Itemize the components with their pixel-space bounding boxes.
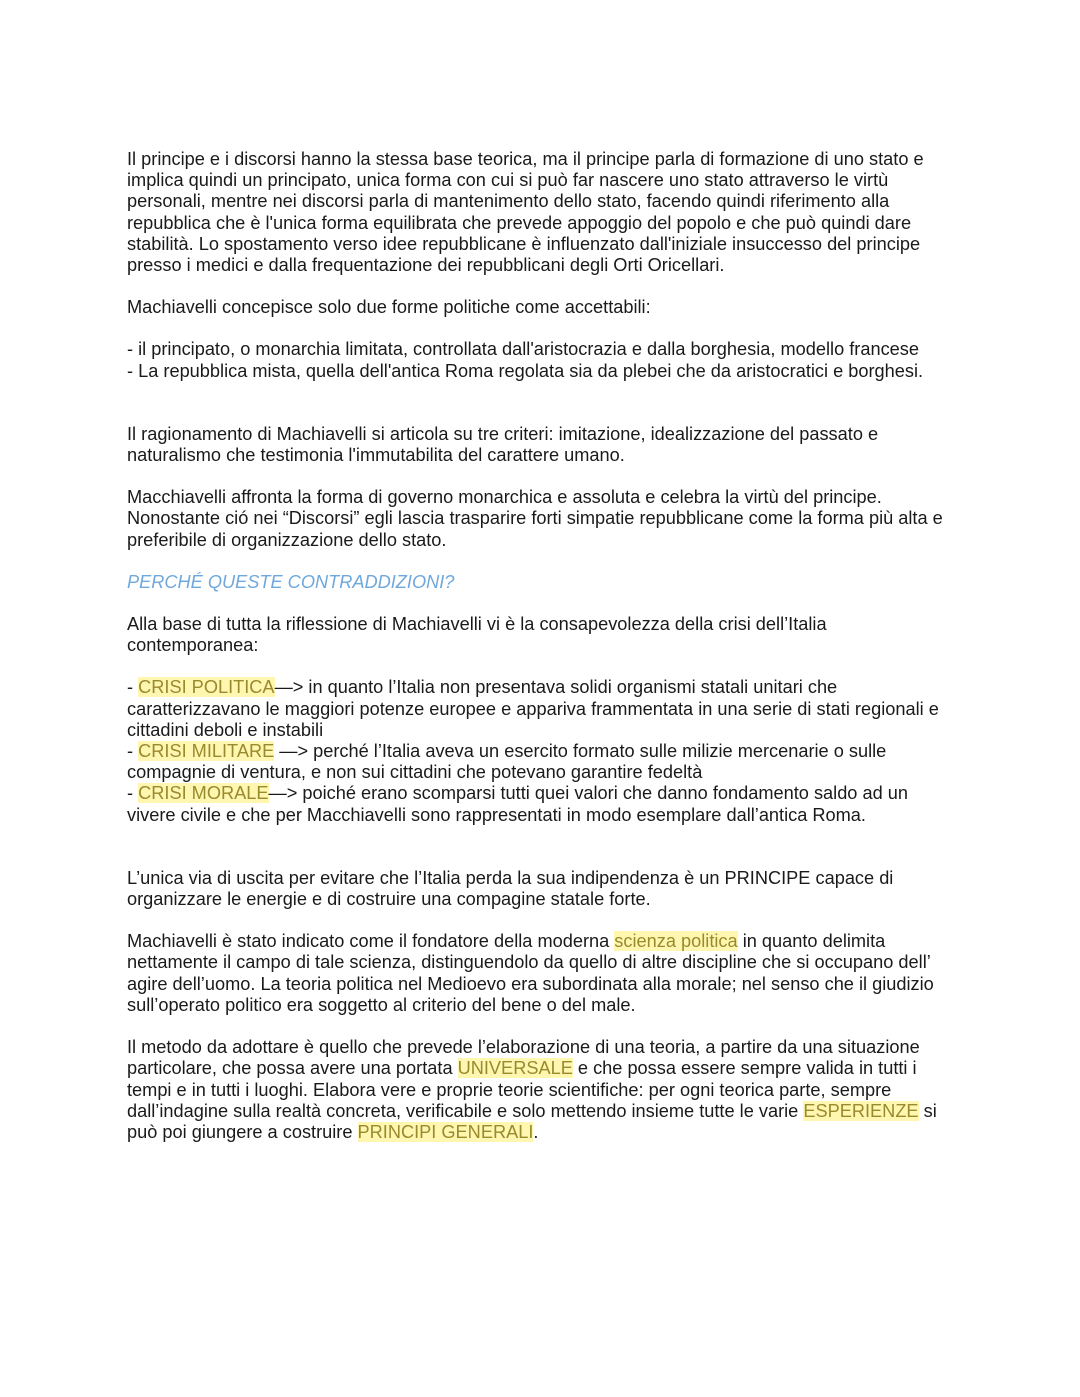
- paragraph-ragionamento: Il ragionamento di Machiavelli si articola su tre criteri: imitazione, idealizzazione del passato e naturalismo che testimonia l'immutabilita del carattere umano.: [127, 423, 879, 466]
- highlight-esperienze: ESPERIENZE: [803, 1100, 919, 1121]
- highlight-universale: UNIVERSALE: [457, 1058, 573, 1079]
- highlight-crisi-politica: CRISI POLITICA: [138, 677, 275, 698]
- paragraph-scienza-politica: Machiavelli è stato indicato come il fondatore della moderna scienza politica in quanto delimita nettamente il campo di tale scienza, distinguendolo da quello di altre discipline che si occupano dell’ agire dell’uomo. La teoria politica nel Medioevo era subordinata alla morale; nel senso che il giudizio sull’operato politico era soggetto al criterio del bene o del male.: [127, 931, 934, 1015]
- paragraph-forma-governo: Macchiavelli affronta la forma di governo monarchica e assoluta e celebra la virtù del principe. Nonostante ció nei “Discorsi” egli lascia trasparire forti simpatie repubblicane come la forma più alta e preferibile di organizzazione dello stato.: [127, 487, 943, 550]
- list-item-crisi-militare: - CRISI MILITARE —> perché l’Italia aveva un esercito formato sulle milizie mercenarie o sulle compagnie di ventura, e non sui cittadini che potevano garantire fedeltà: [127, 741, 887, 783]
- paragraph-metodo: Il metodo da adottare è quello che prevede l’elaborazione di una teoria, a partire da una situazione particolare, che possa avere una portata UNIVERSALE e che possa essere sempre valida in tutti i tempi e in tutti i luoghi. Elabora vere e proprie teorie scientifiche: per ogni teorica parte, sempre dall’indagine sulla realtà concreta, verificabile e solo mettendo insieme tutte le varie ESPERIENZE si può poi giungere a costruire PRINCIPI GENERALI.: [127, 1037, 937, 1142]
- list-item-crisi-morale: - CRISI MORALE—> poiché erano scomparsi tutti quei valori che danno fondamento saldo ad un vivere civile e che per Macchiavelli sono rappresentati in modo esemplare dall’antica Roma.: [127, 783, 908, 825]
- list-item-principato: - il principato, o monarchia limitata, controllata dall'aristocrazia e dalla borghesia, modello francese: [127, 339, 919, 360]
- highlight-crisi-militare: CRISI MILITARE: [138, 741, 275, 762]
- paragraph-principe-via-uscita: L’unica via di uscita per evitare che l’Italia perda la sua indipendenza è un PRINCIPE capace di organizzare le energie e di costruire una compagine statale forte.: [127, 867, 894, 910]
- document-page: [127, 149, 959, 1143]
- list-item-crisi-politica: - CRISI POLITICA—> in quanto l’Italia non presentava solidi organismi statali unitari che caratterizzavano le maggiori potenze europee e appariva frammentata in una serie di stati regionali e cittadini deboli e instabili: [127, 677, 939, 740]
- list-item-repubblica: - La repubblica mista, quella dell'antica Roma regolata sia da plebei che da aristocratici e borghesi.: [127, 360, 924, 381]
- highlight-crisi-morale: CRISI MORALE: [138, 783, 269, 804]
- section-heading: PERCHÉ QUESTE CONTRADDIZIONI?: [127, 571, 455, 592]
- highlight-principi-generali: PRINCIPI GENERALI: [357, 1121, 534, 1142]
- paragraph-forme-politiche: Machiavelli concepisce solo due forme politiche come accettabili:: [127, 297, 651, 318]
- paragraph-principe-discorsi: Il principe e i discorsi hanno la stessa base teorica, ma il principe parla di formazione di uno stato e implica quindi un principato, unica forma con cui si può far nascere uno stato attraverso le virtù personali, mentre nei discorsi parla di mantenimento dello stato, facendo quindi riferimento alla repubblica che è l'unica forma equilibrata che prevede appoggio del popolo e che può quindi dare stabilità. Lo spostamento verso idee repubblicane è influenzato dall'iniziale insuccesso del principe presso i medici e dalla frequentazione dei repubblicani degli Orti Oricellari.: [127, 149, 924, 276]
- highlight-scienza-politica: scienza politica: [614, 931, 738, 952]
- paragraph-crisi-intro: Alla base di tutta la riflessione di Machiavelli vi è la consapevolezza della crisi dell’Italia contemporanea:: [127, 614, 827, 656]
